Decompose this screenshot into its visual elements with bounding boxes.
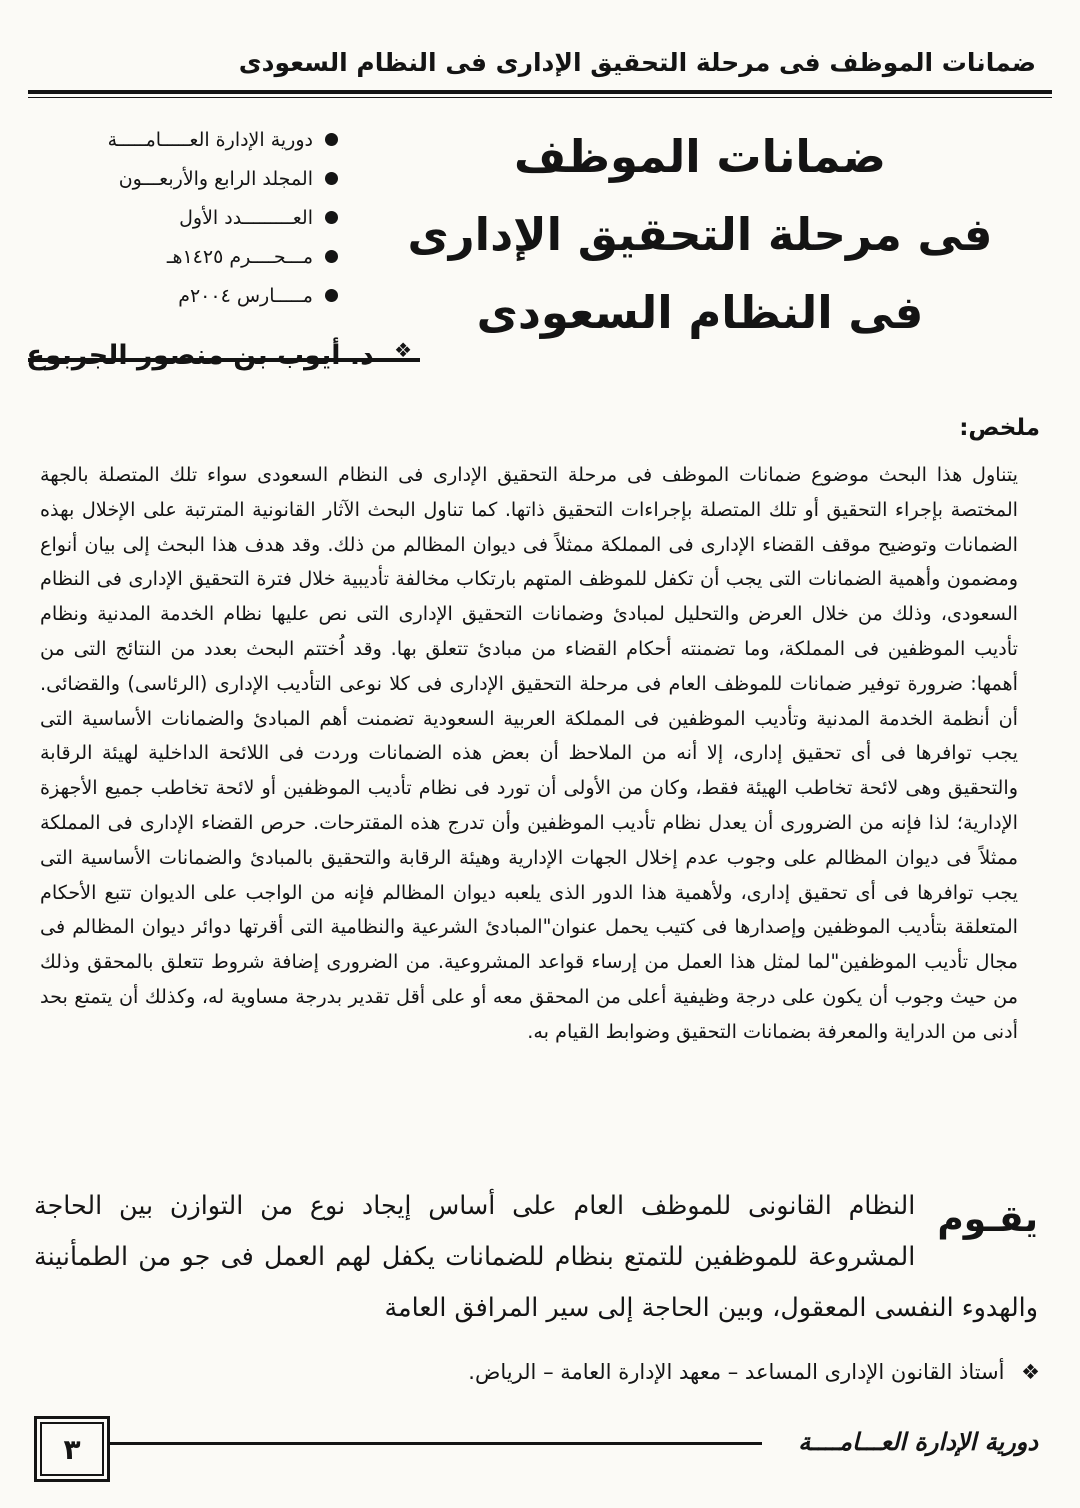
footnote-mark: ❖ (1021, 1360, 1040, 1384)
title-line: فى مرحلة التحقيق الإدارى (407, 208, 993, 261)
issue-number: العـــــــــدد الأول (179, 206, 313, 229)
issue-info-item (28, 159, 338, 198)
title-line: ضمانات الموظف (514, 130, 886, 183)
gregorian-date: مـــــارس ٢٠٠٤م (178, 284, 313, 307)
issue-info-item (28, 237, 338, 276)
bullet-icon (325, 289, 338, 302)
title-line: فى النظام السعودى (476, 286, 924, 339)
author-rule (28, 358, 420, 362)
hijri-date: مـــحــــرم ١٤٢٥هـ (166, 245, 313, 268)
bullet-icon (325, 172, 338, 185)
bullet-icon (325, 133, 338, 146)
intro-paragraph (34, 1180, 1038, 1333)
paper-title (380, 118, 1020, 352)
author-footnote-mark: ❖ (394, 338, 412, 362)
author-name: د. أيوب بن منصور الجربوع (26, 340, 374, 371)
abstract-heading: ملخص: (959, 415, 1040, 441)
running-head: ضمانات الموظف فى مرحلة التحقيق الإدارى فى النظام السعودى (238, 48, 1036, 77)
issue-info-item (28, 198, 338, 237)
footnote-text: أستاذ القانون الإدارى المساعد – معهد الإدارة العامة – الرياض. (468, 1360, 1005, 1384)
volume: المجلد الرابع والأربعـــون (118, 167, 313, 190)
intro-text: النظام القانونى للموظف العام على أساس إيجاد نوع من التوازن بين الحاجة المشروعة للموظفين للتمتع بنظام للضمانات يكفل لهم العمل فى جو من الطمأنينة والهدوء النفسى المعقول، وبين الحاجة إلى سير المرافق العامة (34, 1190, 1038, 1322)
author-footnote (468, 1360, 1040, 1384)
issue-info-list (28, 120, 338, 315)
issue-info-item (28, 276, 338, 315)
bullet-icon (325, 211, 338, 224)
header-rule (28, 90, 1052, 98)
abstract-body: يتناول هذا البحث موضوع ضمانات الموظف فى مرحلة التحقيق الإدارى فى النظام السعودى سواء تلك المتصلة بالجهة المختصة بإجراء التحقيق أو تلك المتصلة بإجراءات التحقيق ذاتها. كما تناول البحث الآثار القانونية المترتبة على الإخلال بهذه الضمانات وتوضيح موقف القضاء الإدارى فى المملكة ممثلاً فى ديوان المظالم من ذلك. وقد هدف هذا البحث إلى بيان أنواع ومضمون وأهمية الضمانات التى يجب أن تكفل للموظف المتهم بارتكاب مخالفة تأديبية خلال فترة التحقيق الإدارى فى النظام السعودى، وذلك من خلال العرض والتحليل لمبادئ وضمانات التحقيق الإدارى التى نص عليها نظام الخدمة المدنية ونظام تأديب الموظفين فى المملكة، وما تضمنته أحكام القضاء من مبادئ تتعلق بها. وقد اُختتم البحث بعدد من النتائج التى من أهمها: ضرورة توفير ضمانات للموظف العام فى مرحلة التحقيق الإدارى فى كلا نوعى التأديب الإدارى (الرئاسى) والقضائى. أن أنظمة الخدمة المدنية وتأديب الموظفين فى المملكة العربية السعودية تضمنت أهم المبادئ والضمانات الأساسية التى يجب توافرها فى أى تحقيق إدارى، إلا أنه من الملاحظ أن بعض هذه الضمانات وردت فى اللائحة الداخلية لهيئة الرقابة والتحقيق وهى لائحة تخاطب الهيئة فقط، وكان من الأولى أن تورد فى نظام تأديب الموظفين أو لائحة تخاطب جميع الأجهزة الإدارية؛ لذا فإنه من الضرورى أن يعدل نظام تأديب الموظفين وأن تدرج هذه المقترحات. حرص القضاء الإدارى فى المملكة ممثلاً فى ديوان المظالم على وجوب عدم إخلال الجهات الإدارية وهيئة الرقابة والتحقيق بالمبادئ والضمانات الأساسية التى يجب توافرها فى أى تحقيق إدارى، ولأهمية هذا الدور الذى يلعبه ديوان المظالم فإنه من الواجب على الديوان تتبع الأحكام المتعلقة بتأديب الموظفين وإصدارها فى كتيب يحمل عنوان"المبادئ الشرعية والنظامية التى أقرتها دوائر ديوان المظالم فى مجال تأديب الموظفين"لما لمثل هذا العمل من إرساء قواعد المشروعية. من الضرورى إضافة شروط تتعلق بالمحقق وذلك من حيث وجوب أن يكون على درجة وظيفية أعلى من المحقق معه أو على أقل تقدير بدرجة مساوية له، وكذلك أن يتمتع بحد أدنى من الدراية والمعرفة بضمانات التحقيق وضوابط القيام به. (40, 463, 1018, 1043)
footer-journal-name: دورية الإدارة العـــامــــة (798, 1428, 1038, 1456)
author-row (28, 340, 1052, 380)
journal-name: دورية الإدارة العـــــامـــــة (107, 128, 313, 151)
bullet-icon (325, 250, 338, 263)
footer-rule (110, 1442, 762, 1445)
drop-word: يقـوم (937, 1199, 1038, 1240)
issue-info-item (28, 120, 338, 159)
page-number: ٣ (34, 1416, 110, 1482)
